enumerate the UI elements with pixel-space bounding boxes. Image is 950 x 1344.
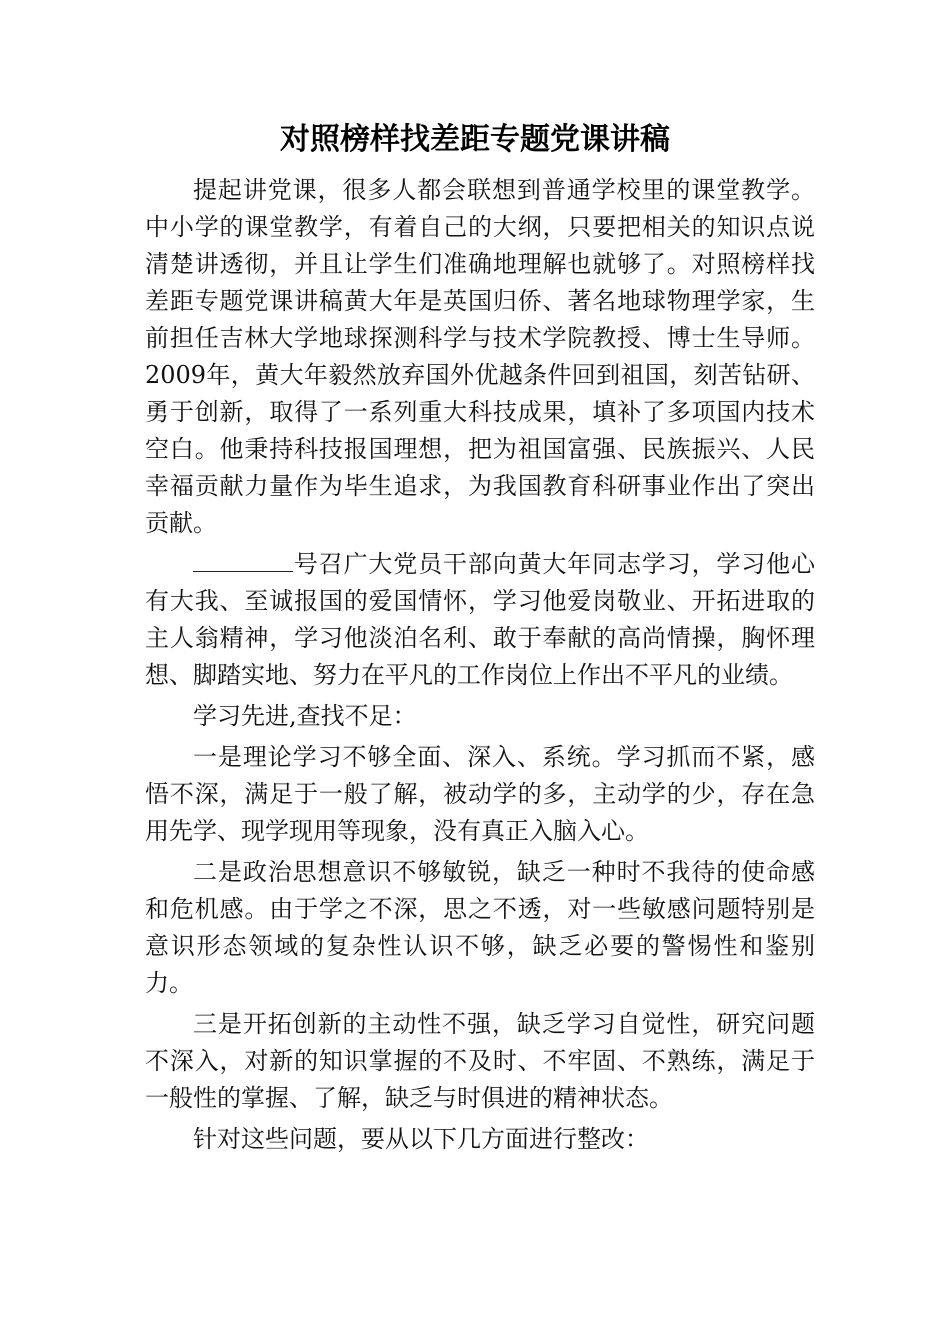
paragraph-section-heading: 学习先进,查找不足：	[193, 702, 417, 730]
paragraph-point-one: 一是理论学习不够全面、深入、系统。学习抓而不紧，感悟不深，满足于一般了解，被动学的多，主动学的少，存在急用先学、现学现用等现象，没有真正入脑入心。	[145, 743, 815, 845]
blank-fill-line	[193, 549, 293, 572]
document-body	[145, 172, 815, 1162]
document-title: 对照榜样找差距专题党课讲稿	[280, 122, 670, 157]
paragraph-intro: 提起讲党课，很多人都会联想到普通学校里的课堂教学。中小学的课堂教学，有着自己的大纲，只要把相关的知识点说清楚讲透彻，并且让学生们准确地理解也就够了。对照榜样找差距专题党课讲稿黄大年是英国归侨、著名地球物理学家，生前担任吉林大学地球探测科学与技术学院教授、博士生导师。2009年，黄大年毅然放弃国外优越条件回到祖国，刻苦钻研、勇于创新，取得了一系列重大科技成果，填补了多项国内技术空白。他秉持科技报国理想，把为祖国富强、民族振兴、人民幸福贡献力量作为毕生追求，为我国教育科研事业作出了突出贡献。	[145, 176, 815, 537]
paragraph-call-to-learn	[145, 546, 815, 694]
paragraph-point-two: 二是政治思想意识不够敏锐，缺乏一种时不我待的使命感和危机感。由于学之不深，思之不透，对一些敏感问题特别是意识形态领域的复杂性认识不够，缺乏必要的警惕性和鉴别力。	[145, 858, 815, 997]
paragraph-rectification-intro: 针对这些问题，要从以下几方面进行整改：	[193, 1125, 649, 1153]
paragraph-call-to-learn-text: 号召广大党员干部向黄大年同志学习，学习他心有大我、至诚报国的爱国情怀，学习他爱岗敬业、开拓进取的主人翁精神，学习他淡泊名利、敢于奉献的高尚情操，胸怀理想、脚踏实地、努力在平凡的工作岗位上作出不平凡的业绩。	[145, 550, 815, 689]
paragraph-point-three: 三是开拓创新的主动性不强，缺乏学习自觉性，研究问题不深入，对新的知识掌握的不及时、不牢固、不熟练，满足于一般性的掌握、了解，缺乏与时俱进的精神状态。	[145, 1010, 815, 1112]
